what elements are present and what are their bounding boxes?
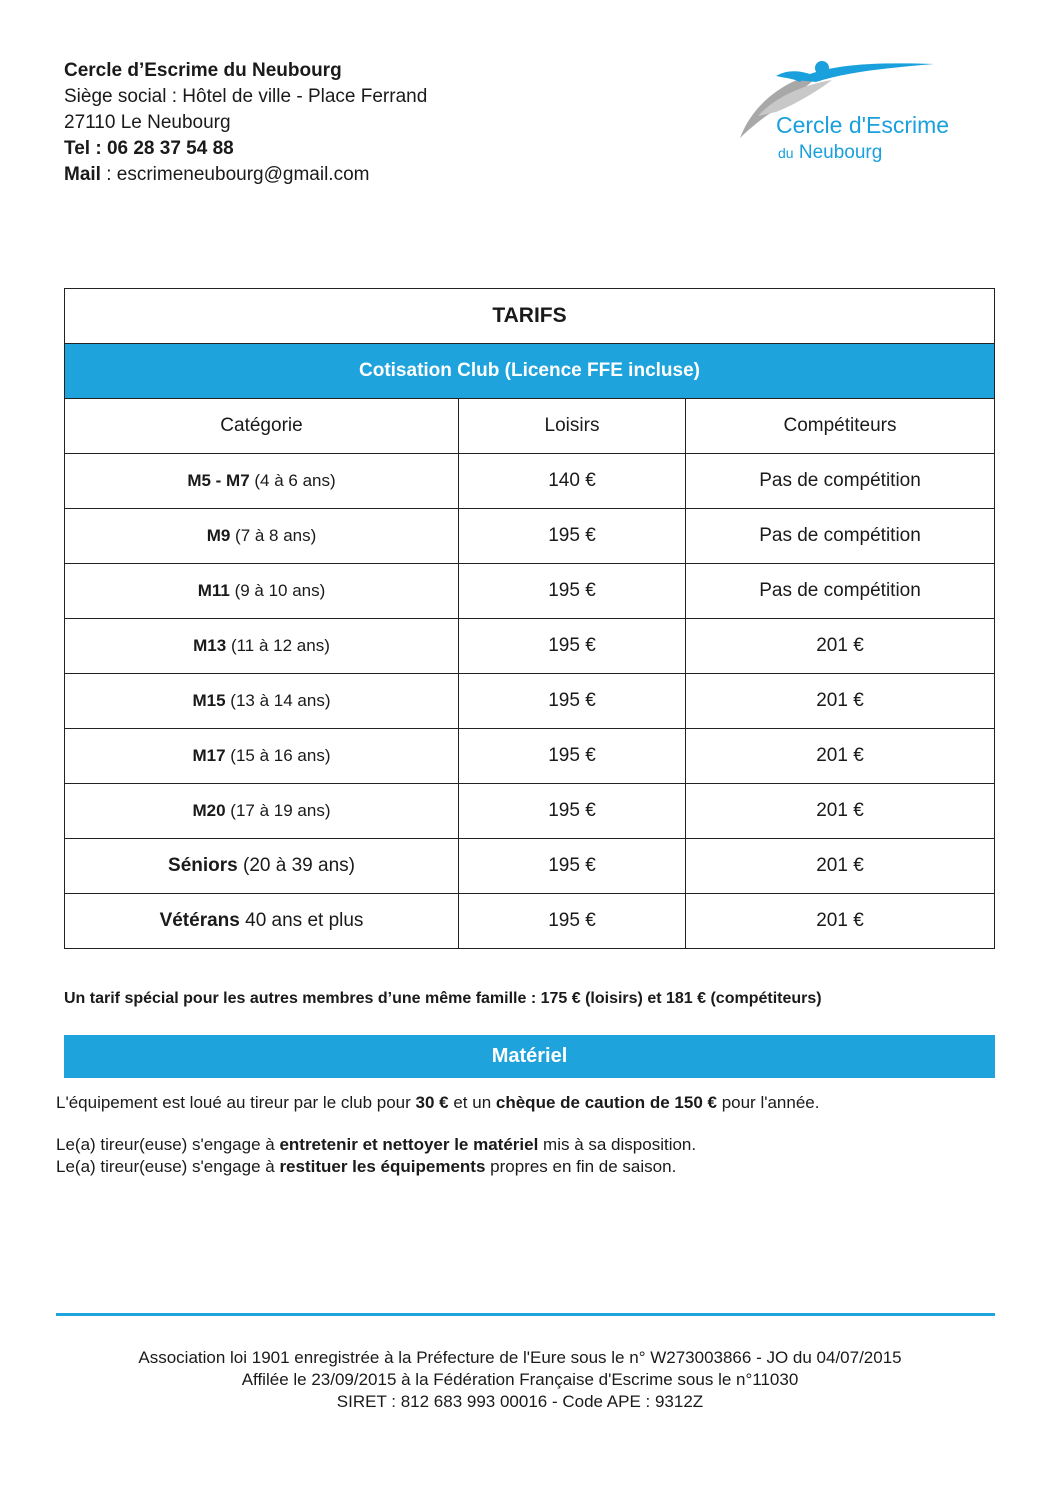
table-row <box>65 674 995 729</box>
tarifs-table <box>64 288 995 949</box>
category-cell <box>65 509 459 564</box>
logo-text-line1: Cercle d'Escrime <box>776 112 950 138</box>
category-name: M9 <box>206 526 231 545</box>
table-title: TARIFS <box>65 289 995 344</box>
table-subtitle: Cotisation Club (Licence FFE incluse) <box>65 344 995 399</box>
materiel-heading: Matériel <box>64 1035 995 1078</box>
category-cell <box>65 784 459 839</box>
category-cell <box>65 674 459 729</box>
text-span: Le(a) tireur(euse) s'engage à <box>56 1157 280 1176</box>
phone-label: Tel : <box>64 138 107 159</box>
emphasis-text: entretenir et nettoyer le matériel <box>279 1135 539 1154</box>
address-line-1: Siège social : Hôtel de ville - Place Ferrand <box>64 86 428 107</box>
category-name: M13 <box>193 636 227 655</box>
category-ages: (4 à 6 ans) <box>249 471 336 490</box>
category-ages: 40 ans et plus <box>239 910 364 931</box>
competiteurs-price: 201 € <box>686 674 995 729</box>
category-name: M5 - M7 <box>187 471 250 490</box>
competiteurs-price: Pas de compétition <box>686 509 995 564</box>
competiteurs-price: 201 € <box>686 729 995 784</box>
logo-text-neubourg: Neubourg <box>798 142 883 163</box>
category-cell <box>65 839 459 894</box>
category-ages: (7 à 8 ans) <box>230 526 317 545</box>
address-line-2: 27110 Le Neubourg <box>64 112 231 133</box>
emphasis-text: restituer les équipements <box>279 1157 486 1176</box>
table-row <box>65 619 995 674</box>
org-name: Cercle d’Escrime du Neubourg <box>64 60 342 81</box>
column-header-competiteurs: Compétiteurs <box>686 399 995 454</box>
mail-line <box>64 162 427 188</box>
mail-label: Mail <box>64 164 101 185</box>
category-cell <box>65 619 459 674</box>
mail-value: : escrimeneubourg@gmail.com <box>100 164 370 185</box>
category-ages: (13 à 14 ans) <box>225 691 331 710</box>
category-cell <box>65 729 459 784</box>
category-ages: (20 à 39 ans) <box>237 855 355 876</box>
footer-line-2: Affilée le 23/09/2015 à la Fédération Française d'Escrime sous le n°11030 <box>241 1370 799 1389</box>
loisirs-price: 195 € <box>459 674 686 729</box>
club-logo <box>736 56 996 176</box>
competiteurs-price: Pas de compétition <box>686 564 995 619</box>
materiel-paragraph-2 <box>56 1134 819 1156</box>
letterhead <box>64 58 427 188</box>
category-name: M15 <box>192 691 226 710</box>
table-row <box>65 509 995 564</box>
text-span: pour l'année. <box>716 1093 820 1112</box>
loisirs-price: 195 € <box>459 509 686 564</box>
category-cell <box>65 564 459 619</box>
category-ages: (17 à 19 ans) <box>225 801 331 820</box>
table-row <box>65 454 995 509</box>
footer-line-3: SIRET : 812 683 993 00016 - Code APE : 9312Z <box>336 1392 704 1411</box>
text-span: et un <box>448 1093 496 1112</box>
category-ages: (15 à 16 ans) <box>225 746 331 765</box>
category-name: Vétérans <box>159 910 240 931</box>
logo-text-du: du <box>778 145 794 161</box>
loisirs-price: 140 € <box>459 454 686 509</box>
category-cell <box>65 454 459 509</box>
family-discount-note: Un tarif spécial pour les autres membres d’une même famille : 175 € (loisirs) et 181 € (compétiteurs) <box>64 990 822 1007</box>
footer <box>0 1347 1040 1413</box>
loisirs-price: 195 € <box>459 784 686 839</box>
column-header-loisirs: Loisirs <box>459 399 686 454</box>
materiel-paragraph-3 <box>56 1156 819 1178</box>
phone-value: 06 28 37 54 88 <box>106 138 234 159</box>
text-span: Le(a) tireur(euse) s'engage à <box>56 1135 280 1154</box>
loisirs-price: 195 € <box>459 564 686 619</box>
loisirs-price: 195 € <box>459 729 686 784</box>
materiel-paragraph-1 <box>56 1092 819 1114</box>
loisirs-price: 195 € <box>459 894 686 949</box>
deposit-amount: chèque de caution de 150 € <box>495 1093 717 1112</box>
text-span: L'équipement est loué au tireur par le club pour <box>56 1093 416 1112</box>
category-name: M20 <box>192 801 226 820</box>
table-row <box>65 894 995 949</box>
materiel-text <box>56 1092 819 1178</box>
competiteurs-price: 201 € <box>686 839 995 894</box>
category-ages: (9 à 10 ans) <box>229 581 326 600</box>
logo-text-line2 <box>778 142 882 164</box>
footer-line-1: Association loi 1901 enregistrée à la Préfecture de l'Eure sous le n° W273003866 - JO du 04/07/2015 <box>138 1348 902 1367</box>
loisirs-price: 195 € <box>459 839 686 894</box>
table-row <box>65 784 995 839</box>
phone-line <box>64 136 427 162</box>
category-ages: (11 à 12 ans) <box>226 636 330 655</box>
text-span: mis à sa disposition. <box>538 1135 697 1154</box>
category-cell <box>65 894 459 949</box>
category-name: M17 <box>192 746 226 765</box>
competiteurs-price: 201 € <box>686 619 995 674</box>
category-name: Séniors <box>168 855 238 876</box>
competiteurs-price: 201 € <box>686 784 995 839</box>
column-header-category: Catégorie <box>65 399 459 454</box>
table-row <box>65 839 995 894</box>
rental-price: 30 € <box>415 1093 449 1112</box>
category-name: M11 <box>197 581 230 600</box>
competiteurs-price: 201 € <box>686 894 995 949</box>
loisirs-price: 195 € <box>459 619 686 674</box>
table-row <box>65 729 995 784</box>
table-row <box>65 564 995 619</box>
footer-divider <box>56 1313 995 1316</box>
competiteurs-price: Pas de compétition <box>686 454 995 509</box>
text-span: propres en fin de saison. <box>485 1157 677 1176</box>
